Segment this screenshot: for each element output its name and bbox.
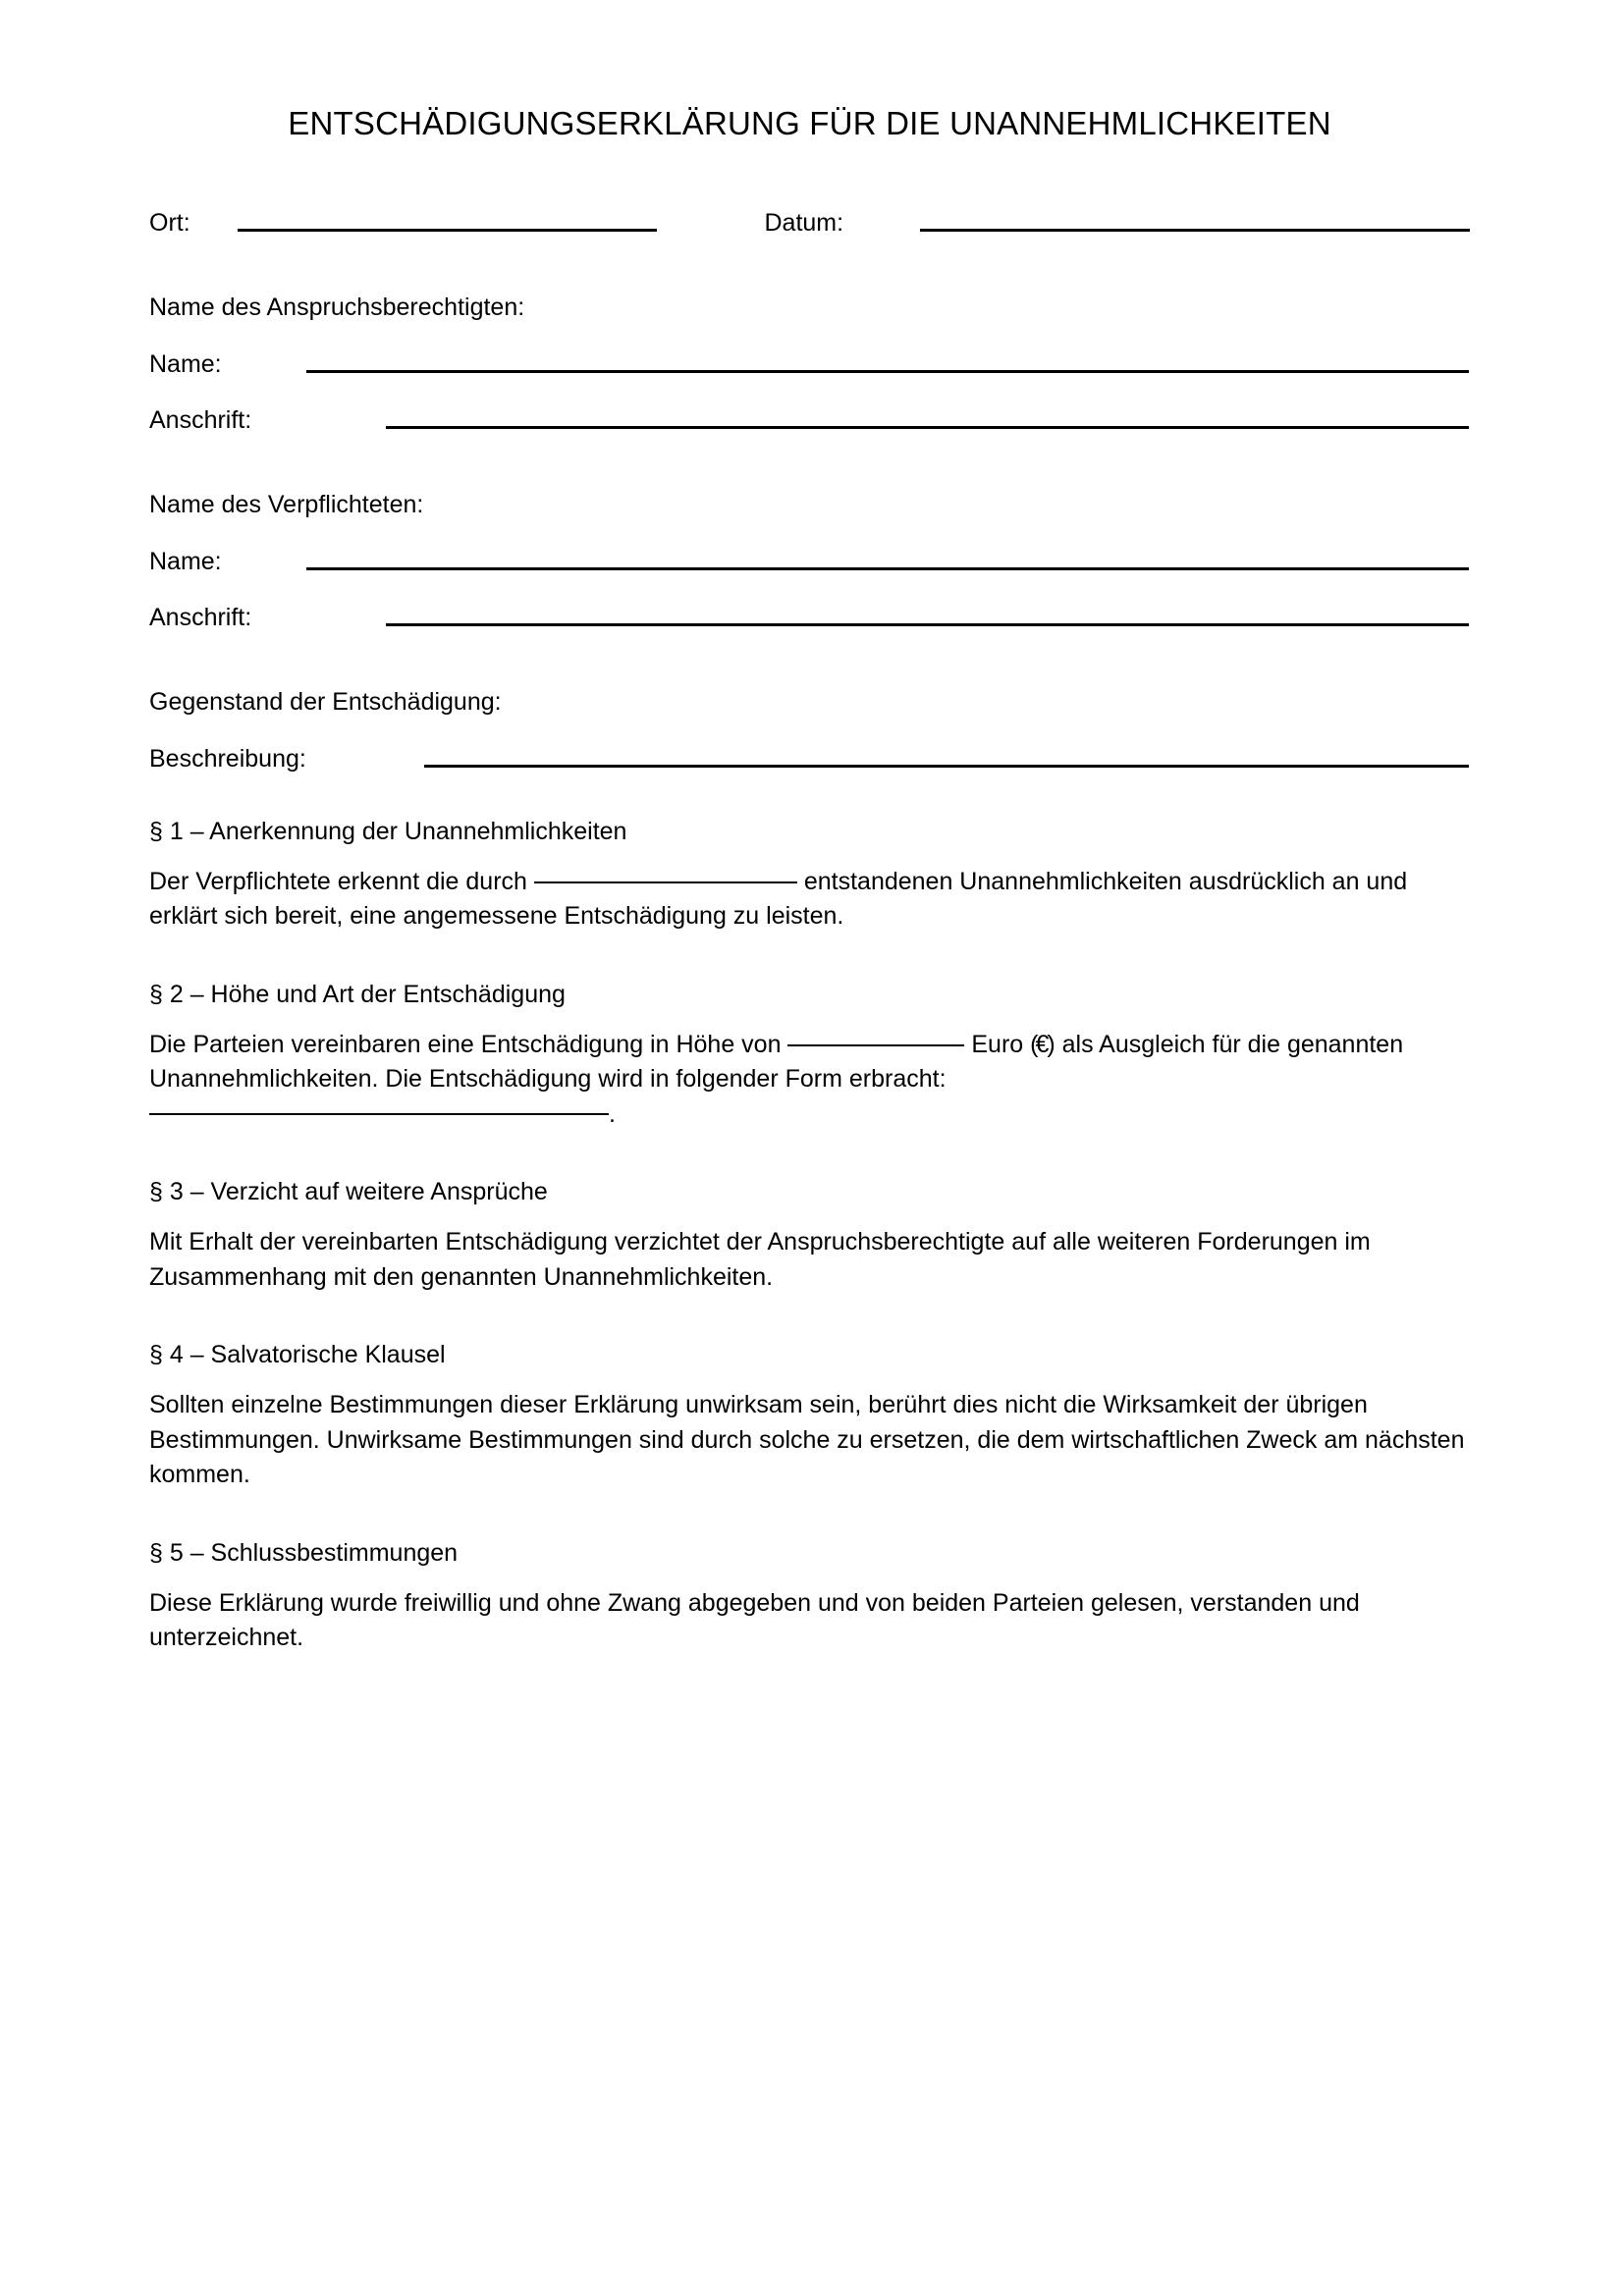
ort-label: Ort: — [149, 208, 190, 237]
claimant-address-input-line[interactable] — [386, 426, 1469, 429]
section-3-heading: § 3 – Verzicht auf weitere Ansprüche — [149, 1178, 548, 1206]
section-3 — [149, 1180, 1470, 1295]
obligor-name-row — [149, 547, 1470, 575]
claimant-name-label: Name: — [149, 349, 222, 378]
section-2-amount-blank-field[interactable] — [787, 1044, 964, 1046]
section-4-body: Sollten einzelne Bestimmungen dieser Erklärung unwirksam sein, berührt dies nicht die Wirksamkeit der übrigen Bestimmungen. Unwirksame Bestimmungen sind durch solche zu ersetzen, die dem wirtschaftlichen Zweck am nächsten kommen. — [149, 1391, 1465, 1489]
section-1-heading: § 1 – Anerkennung der Unannehmlichkeiten — [149, 817, 627, 845]
section-4 — [149, 1343, 1470, 1493]
description-input-line[interactable] — [424, 765, 1469, 768]
section-2-body — [149, 1028, 1470, 1133]
obligor-address-label: Anschrift: — [149, 603, 252, 631]
obligor-block-heading: Name des Verpflichteten: — [149, 490, 424, 518]
subject-block-heading: Gegenstand der Entschädigung: — [149, 687, 502, 716]
obligor-address-row — [149, 603, 1470, 631]
section-3-body: Mit Erhalt der vereinbarten Entschädigung verzichtet der Anspruchsberechtigte auf alle weiteren Forderungen im Zusammenhang mit den genannten Unannehmlichkeiten. — [149, 1228, 1371, 1291]
claimant-address-label: Anschrift: — [149, 405, 252, 434]
section-1-text-after: entstandenen Unannehmlichkeiten ausdrücklich an und erklärt sich bereit, eine angemessene Entschädigung zu leisten. — [149, 867, 1408, 931]
obligor-name-input-line[interactable] — [306, 567, 1469, 570]
page-title: ENTSCHÄDIGUNGSERKLÄRUNG FÜR DIE UNANNEHMLICHKEITEN — [288, 105, 1331, 141]
section-5-heading: § 5 – Schlussbestimmungen — [149, 1538, 459, 1567]
section-2-text-after: Euro ( — [964, 1030, 1039, 1058]
section-4-heading: § 4 – Salvatorische Klausel — [149, 1341, 446, 1369]
section-5 — [149, 1538, 1470, 1656]
obligor-name-label: Name: — [149, 547, 222, 575]
section-2-text-after-currency: ) als Ausgleich für die genannten Unannehmlichkeiten. Die Entschädigung wird in folgender Form erbracht: — [149, 1030, 1404, 1094]
obligor-address-input-line[interactable] — [386, 623, 1469, 626]
description-label: Beschreibung: — [149, 744, 306, 773]
datum-input-line[interactable] — [920, 229, 1470, 232]
claimant-name-input-line[interactable] — [306, 370, 1469, 373]
description-row — [149, 744, 1470, 773]
section-1 — [149, 817, 1470, 934]
section-2-heading: § 2 – Höhe und Art der Entschädigung — [149, 980, 566, 1008]
euro-currency-symbol: € — [1035, 1030, 1048, 1058]
section-1-body — [149, 865, 1470, 934]
section-2 — [149, 980, 1470, 1133]
claimant-name-row — [149, 349, 1470, 378]
ort-input-line[interactable] — [238, 229, 657, 232]
document-content — [149, 0, 1470, 1656]
section-1-text-before: Der Verpflichtete erkennt die durch — [149, 867, 534, 895]
section-5-body: Diese Erklärung wurde freiwillig und ohne Zwang abgegeben und von beiden Parteien gelesen, verstanden und unterzeichnet. — [149, 1588, 1360, 1652]
section-2-trailing-punctuation: . — [609, 1099, 616, 1128]
place-date-row — [149, 208, 1470, 237]
section-2-form-blank-field[interactable] — [149, 1113, 609, 1115]
claimant-block-heading: Name des Anspruchsberechtigten: — [149, 293, 525, 321]
section-1-blank-field[interactable] — [534, 881, 797, 883]
datum-label: Datum: — [764, 208, 844, 237]
claimant-address-row — [149, 405, 1470, 434]
section-2-text-before: Die Parteien vereinbaren eine Entschädigung in Höhe von — [149, 1030, 788, 1058]
